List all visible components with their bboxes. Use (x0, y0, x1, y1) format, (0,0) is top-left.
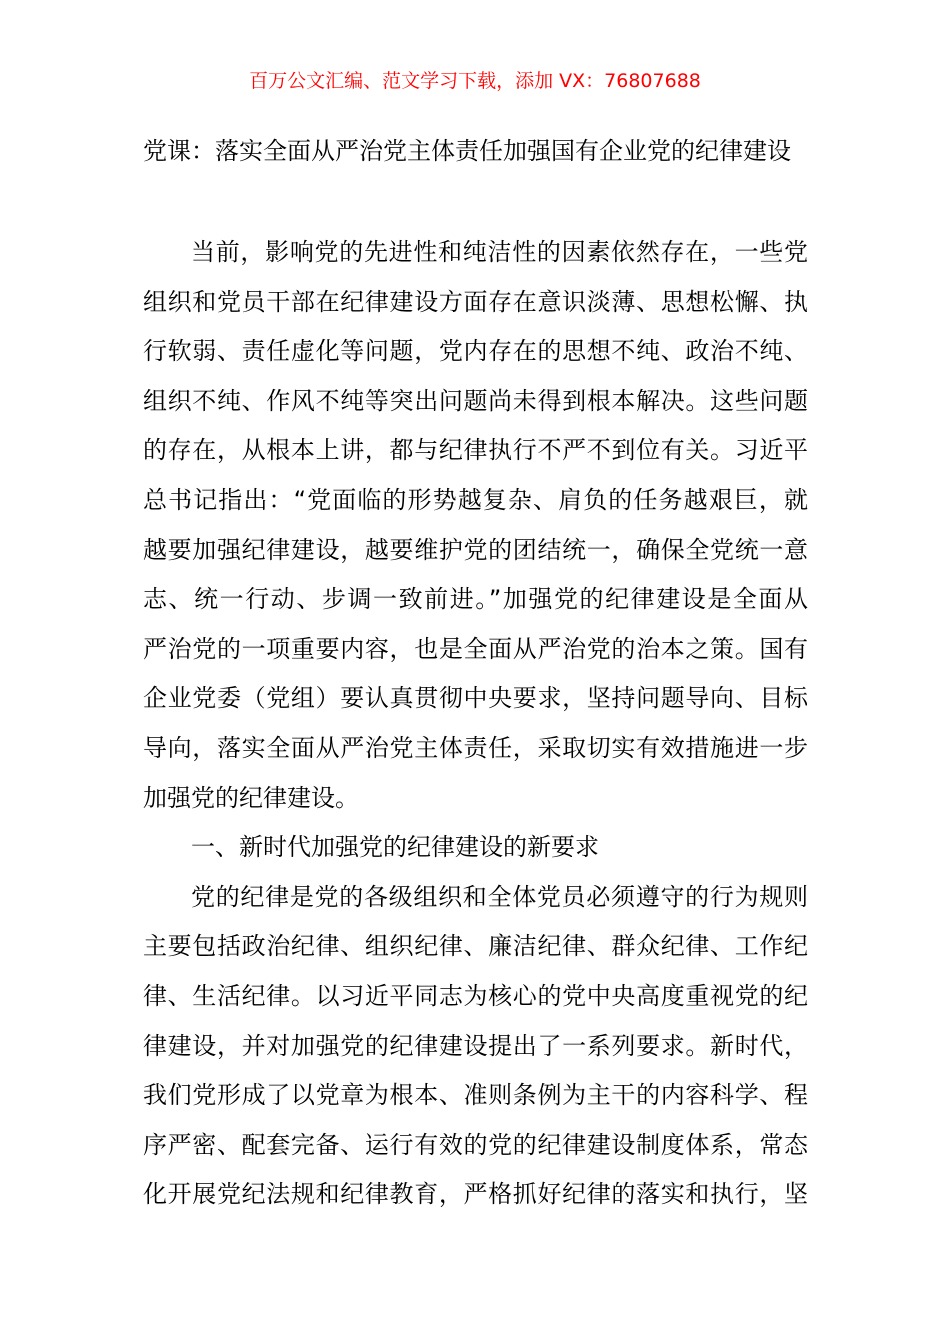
text-line: 主要包括政治纪律、组织纪律、廉洁纪律、群众纪律、工作纪 (143, 932, 808, 961)
text-line: 行软弱、责任虚化等问题，党内存在的思想不纯、政治不纯、 (143, 337, 808, 366)
text-line: 党的纪律是党的各级组织和全体党员必须遵守的行为规则 (191, 882, 808, 911)
text-line: 我们党形成了以党章为根本、准则条例为主干的内容科学、程 (143, 1081, 808, 1110)
text-line: 化开展党纪法规和纪律教育，严格抓好纪律的落实和执行，坚 (143, 1180, 808, 1209)
text-line: 越要加强纪律建设，越要维护党的团结统一，确保全党统一意 (143, 535, 808, 564)
text-line: 志、统一行动、步调一致前进。”加强党的纪律建设是全面从 (143, 585, 808, 614)
text-line: 总书记指出：“党面临的形势越复杂、肩负的任务越艰巨，就 (143, 485, 808, 514)
text-line: 序严密、配套完备、运行有效的党的纪律建设制度体系，常态 (143, 1130, 808, 1159)
document-body (143, 228, 808, 1220)
text-line: 导向，落实全面从严治党主体责任，采取切实有效措施进一步 (143, 733, 808, 762)
text-line: 严治党的一项重要内容，也是全面从严治党的治本之策。国有 (143, 634, 808, 663)
text-line: 加强党的纪律建设。 (143, 783, 359, 812)
text-line: 当前，影响党的先进性和纯洁性的因素依然存在，一些党 (191, 238, 808, 266)
document-title: 党课：落实全面从严治党主体责任加强国有企业党的纪律建设 (143, 137, 791, 165)
watermark-header: 百万公文汇编、范文学习下载，添加 VX：76807688 (249, 70, 701, 92)
text-line: 律建设，并对加强党的纪律建设提出了一系列要求。新时代， (143, 1031, 808, 1060)
text-line: 组织不纯、作风不纯等突出问题尚未得到根本解决。这些问题 (143, 386, 808, 415)
text-line: 律、生活纪律。以习近平同志为核心的党中央高度重视党的纪 (143, 981, 808, 1010)
section-heading: 一、新时代加强党的纪律建设的新要求 (191, 833, 599, 862)
text-line: 的存在，从根本上讲，都与纪律执行不严不到位有关。习近平 (143, 436, 808, 465)
text-line: 组织和党员干部在纪律建设方面存在意识淡薄、思想松懈、执 (143, 287, 808, 316)
text-line: 企业党委（党组）要认真贯彻中央要求，坚持问题导向、目标 (143, 684, 808, 713)
